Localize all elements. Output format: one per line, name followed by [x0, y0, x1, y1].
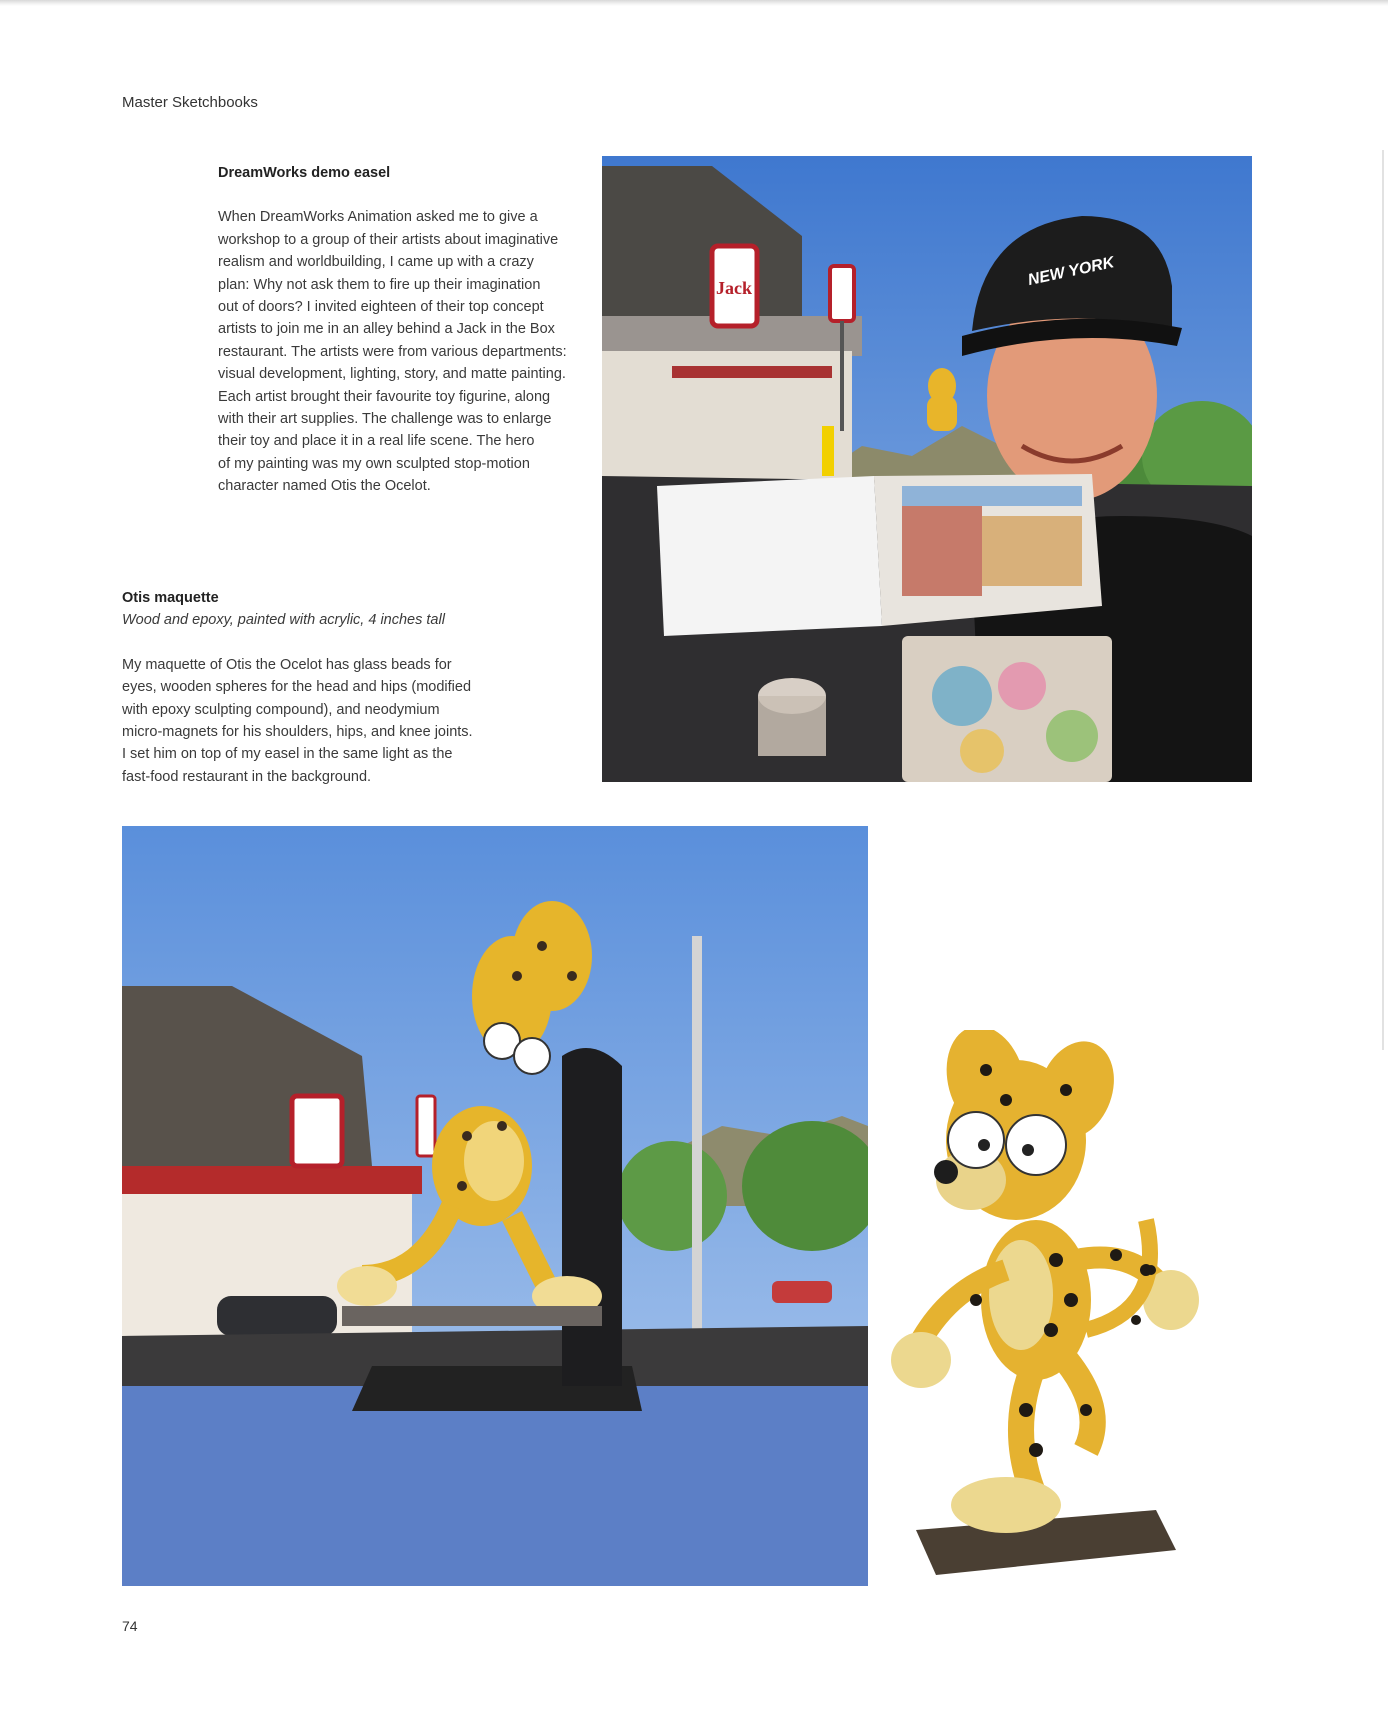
- cap-text: NEW YORK: [1026, 254, 1116, 290]
- otis-section-subtitle: Wood and epoxy, painted with acrylic, 4 inches tall: [122, 612, 445, 629]
- maquette-scene-photo: [122, 826, 868, 1586]
- otis-section-body: My maquette of Otis the Ocelot has glass beads for eyes, wooden spheres for the head and hips (modified with epoxy sculpting compound), and neodymium micro-magnets for his shoulders, hips, and knee joints. I set him on top of my easel in the same light as the fast-food restaurant in the background.: [122, 656, 473, 785]
- easel-section-body: When DreamWorks Animation asked me to give a workshop to a group of their artists about imaginative realism and worldbuilding, I came up with a crazy plan: Why not ask them to fire up their imagination out of doors? I invited eighteen of their top concept artists to join me in an alley behind a Jack in the Box restaurant. The artists were from various departments: visual development, lighting, story, and matte painting. Each artist brought their favourite toy figurine, along with their art supplies. The challenge was to enlarge their toy and place it in a real life scene. The hero of my painting was my own sculpted stop-motion character named Otis the Ocelot.: [218, 209, 567, 495]
- running-head: Master Sketchbooks: [122, 94, 258, 111]
- page-edge-shadow: [1382, 150, 1384, 1050]
- page-number: 74: [122, 1618, 138, 1634]
- otis-section: [122, 587, 502, 788]
- maquette-cutout-photo: [886, 1030, 1262, 1590]
- jack-sign-text: Jack: [716, 278, 752, 298]
- otis-section-title: Otis maquette: [122, 590, 219, 606]
- easel-section-title: DreamWorks demo easel: [218, 165, 391, 181]
- artist-easel-photo: [602, 156, 1252, 782]
- easel-section: [218, 162, 588, 498]
- top-rule: [0, 0, 1388, 6]
